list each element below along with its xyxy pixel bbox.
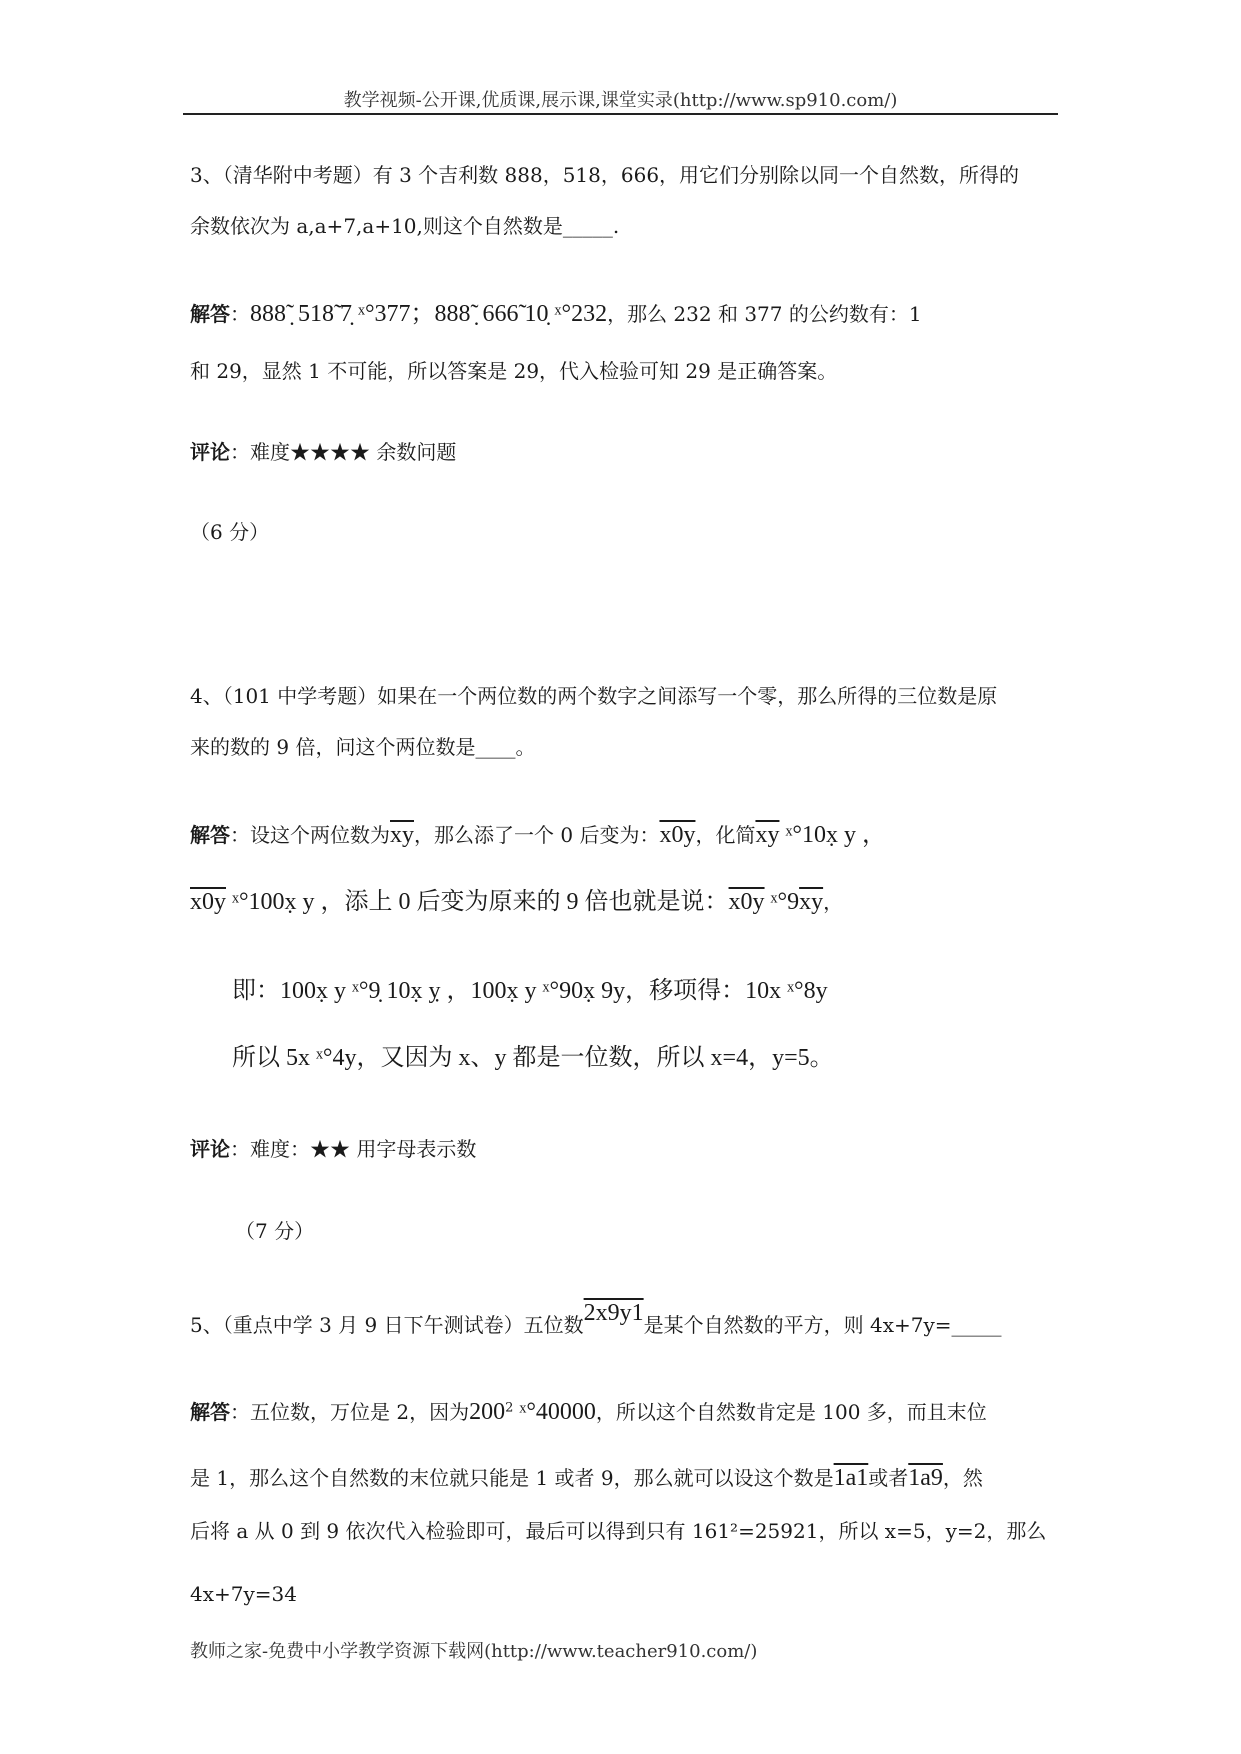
q5-a2-text1: 是 1，那么这个自然数的末位就只能是 1 或者 9，那么就可以设这个数是 bbox=[190, 1466, 834, 1490]
comment-text: ：难度★★★★ 余数问题 bbox=[230, 440, 457, 464]
q4-a1-text1: ：设这个两位数为 bbox=[230, 823, 390, 847]
q5-answer-line2 bbox=[190, 1466, 983, 1490]
comment-label: 评论 bbox=[190, 1137, 230, 1161]
overline-xy: $\overline{xy}$ bbox=[390, 822, 414, 848]
q4-answer-line2 bbox=[190, 890, 843, 914]
q3-score: （6 分） bbox=[190, 520, 270, 544]
q4-a1-text3: ，化简 bbox=[695, 823, 756, 847]
q3-line1: 3、（清华附中考题）有 3 个吉利数 888，518，666，用它们分别除以同一个自然数，所得的 bbox=[190, 163, 1020, 187]
header-rule bbox=[183, 113, 1058, 115]
q5-a1-base: 200 bbox=[469, 1399, 506, 1425]
q4-line1: 4、（101 中学考题）如果在一个两位数的两个数字之间添写一个零，那么所得的三位数是原 bbox=[190, 684, 998, 708]
q5-a1-exponent: 2 bbox=[505, 1400, 514, 1416]
answer-colon: ： bbox=[230, 302, 250, 326]
q4-a2-end: ， bbox=[823, 890, 844, 914]
q4-line2: 来的数的 9 倍，问这个两位数是____。 bbox=[190, 735, 536, 759]
q3-comment bbox=[190, 442, 456, 462]
q5-answer-line1 bbox=[190, 1400, 987, 1424]
comment-text: ：难度：★★ 用字母表示数 bbox=[230, 1137, 477, 1161]
q4-a2-text1: ˣ°100x̣ y ，添上 0 后变为原来的 9 倍也就是说： bbox=[226, 889, 729, 915]
answer-label: 解答 bbox=[190, 1400, 230, 1424]
q5-line1-b: 是某个自然数的平方，则 4x+7y=_____ bbox=[643, 1313, 1002, 1337]
page-footer: 教师之家-免费中小学教学资源下载网(http://www.teacher910.com/) bbox=[190, 1641, 758, 1662]
q5-line1-a: 5、（重点中学 3 月 9 日下午测试卷）五位数 bbox=[190, 1313, 584, 1337]
comment-label: 评论 bbox=[190, 440, 230, 464]
q3-line2: 余数依次为 a,a+7,a+10,则这个自然数是_____. bbox=[190, 214, 620, 238]
q4-comment bbox=[190, 1139, 476, 1159]
q3-formula: 888̃ ̣ 518̃ 7̣ ˣ°377；888̃ ̣ 666̃ 10̣ ˣ°232 bbox=[250, 301, 608, 327]
overline-1a9: 1a9 bbox=[908, 1465, 943, 1491]
overline-x0y-3: x0y bbox=[190, 889, 226, 915]
q5-a2-text2: 或者 bbox=[868, 1466, 909, 1490]
q5-a1-text2: ˣ°40000 bbox=[513, 1399, 596, 1425]
q4-answer-line3: 即：100x̣ y ˣ°9̣ 10x̣ ỵ ，100x̣ y ˣ°90x̣ 9y，移项得：10x ˣ°8y bbox=[232, 978, 828, 1004]
overline-1a1: 1a1 bbox=[833, 1465, 869, 1491]
overline-xy-2: $\overline{xy}$ bbox=[755, 822, 780, 848]
page-header: 教学视频-公开课,优质课,展示课,课堂实录(http://www.sp910.com/) bbox=[343, 90, 898, 111]
overline-xy-3: $\overline{xy}$ bbox=[799, 889, 824, 915]
q5-answer-line3: 后将 a 从 0 到 9 依次代入检验即可，最后可以得到只有 161²=25921，所以 x=5，y=2，那么 bbox=[190, 1519, 1047, 1543]
answer-label: 解答 bbox=[190, 302, 230, 326]
answer-label: 解答 bbox=[190, 823, 230, 847]
q4-answer-line4: 所以 5x ˣ°4y，又因为 x、y 都是一位数，所以 x=4，y=5。 bbox=[232, 1045, 834, 1071]
q4-answer-line1 bbox=[190, 823, 886, 847]
q5-a1-text1: ：五位数，万位是 2，因为 bbox=[230, 1400, 470, 1424]
q3-answer-rest: ，那么 232 和 377 的公约数有：1 bbox=[607, 302, 922, 326]
q5-a2-text3: ，然 bbox=[942, 1466, 983, 1490]
q3-answer-line2: 和 29，显然 1 不可能，所以答案是 29，代入检验可知 29 是正确答案。 bbox=[190, 359, 838, 383]
q5-answer-line4: 4x+7y=34 bbox=[190, 1582, 297, 1606]
q4-a1-text2: ，那么添了一个 0 后变为： bbox=[414, 823, 660, 847]
q5-a1-text3: ，所以这个自然数肯定是 100 多，而且末位 bbox=[595, 1400, 987, 1424]
overline-x0y-4: x0y bbox=[728, 889, 765, 915]
overline-2x9y1: 2x9y1 bbox=[583, 1300, 644, 1326]
overline-x0y: x0y bbox=[659, 822, 696, 848]
q4-score: （7 分） bbox=[235, 1219, 315, 1243]
q5-line1 bbox=[190, 1300, 1002, 1337]
q3-answer bbox=[190, 302, 922, 326]
q4-a2-text2: ˣ°9 bbox=[764, 889, 800, 915]
q4-a1-rest: ˣ°10x̣ y ， bbox=[779, 822, 886, 848]
